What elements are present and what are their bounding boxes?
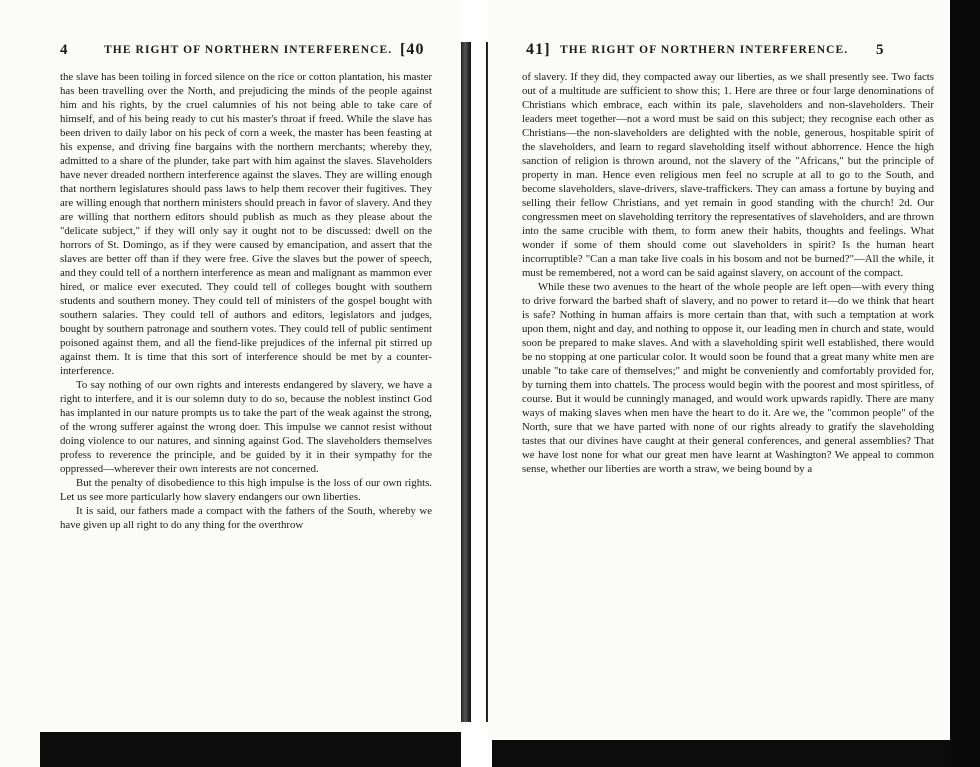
- right-page-text: [522, 70, 934, 476]
- paragraph: To say nothing of our own rights and interests endangered by slavery, we have a right to interfere, and it is our solemn duty to do so, because the noblest instinct God has implanted in our nature prompts us to take the part of the weak against the strong, of the wrong sufferer against the wrong doer. This impulse we cannot resist without doing violence to our natures, and sinning against God. The slaveholders themselves profess to reverence the principle, and be guided by it in their sympathy for the oppressed—wherever their own interests are not concerned.: [60, 379, 432, 475]
- left-page: [0, 0, 461, 767]
- left-running-title: THE RIGHT OF NORTHERN INTERFERENCE.: [104, 44, 393, 56]
- book-gutter-shadow-left: [461, 42, 471, 722]
- right-bracket-number: 41]: [526, 41, 551, 58]
- paragraph: the slave has been toiling in forced silence on the rice or cotton plantation, his master has been travelling over the North, and prejudicing the minds of the people against him and his rights, by the cruel calumnies of his not being able to take care of himself, and of his being ready to cut his master's throat if freed. While the slave has been driven to daily labor on his peck of corn a week, the master has been feasting at his expense, and driving fine bargains with the northern merchants; whereby they, admitted to a share of the plunder, take part with him against the slaves. Slaveholders have never dreaded northern interference against the slaves. They are willing enough that northern legislatures should pass laws to help them recover their fugitives. They are willing enough that northern ministers should preach in favor of slavery. And they are willing that northern editors should publish as much as they please about the "delicate subject," if they will only say it ought not to be discussed: dwell on the horrors of St. Domingo, as if they were caused by emancipation, and assert that the slaves are better off than if they were free. Give the slaves but the power of speech, and they could tell of a northern interference as mean and malignant as mammon ever hired, or malice ever executed. They could tell of colleges bought with southern students and southern money. They could tell of ministers of the gospel bought with southern salaries. They could tell of authors and editors, legislators and judges, bought by southern patronage and southern votes. They could tell of public sentiment poisoned against them, and all the fiend-like prejudices of the infernal pit stirred up against them. It is time that this sort of interference should be met by a counter-interference.: [60, 71, 432, 377]
- scan-border-bottom-right: [492, 740, 950, 767]
- left-running-header: [60, 41, 439, 62]
- paragraph: But the penalty of disobedience to this high impulse is the loss of our own rights. Let us see more particularly how slavery endangers our own liberties.: [60, 477, 432, 503]
- paragraph: It is said, our fathers made a compact with the fathers of the South, whereby we have given up all right to do any thing for the overthrow: [60, 505, 432, 531]
- right-page-number: 5: [876, 42, 885, 58]
- scan-border-bottom-left: [40, 732, 461, 767]
- right-running-title: THE RIGHT OF NORTHERN INTERFERENCE.: [560, 44, 849, 56]
- paragraph: of slavery. If they did, they compacted away our liberties, as we shall presently see. Two facts out of a multitude are sufficient to show this; 1. Here are three or four large denominations of Christians which embrace, each within its pale, slaveholders and non-slaveholders. Their leaders meet together—not a word must be said on this subject; they recognise each other as Christians—the non-slaveholders are delighted with the noble, generous, hospitable spirit of the slaveholders, and learn to regard slaveholding itself without abhorrence. Hence the high sanction of religion is thrown around, not the slavery of the "Africans," but the principle of property in man. Hence even religious men feel no scruple at all to go to the South, and become slaveholders, slave-drivers, slave-traffickers. They can amass a fortune by buying and selling their fellow Christians, and yet remain in good standing with the church! 2d. Our congressmen meet on slaveholding territory the representatives of slaveholders, and are thrown into the same crucible with them, to form anew their habits, thoughts and feelings. What wonder if some of them should come out slaveholders in spirit? Is the human heart incorruptible? "Can a man take live coals in his bosom and not be burned?"—All the while, it must be remembered, not a word can be said against slavery, on account of the compact.: [522, 71, 934, 279]
- left-page-text: [60, 70, 432, 532]
- right-page: [488, 0, 950, 767]
- left-bracket-number: [40: [400, 41, 425, 58]
- left-page-number: 4: [60, 42, 69, 58]
- paragraph: While these two avenues to the heart of the whole people are left open—with every thing to drive forward the barbed shaft of slavery, and no power to retard it—do we think that heart is safe? Nothing in human affairs is more certain than that, with such a temptation at work upon them, night and day, and nothing to oppose it, our leading men in church and state, would soon be prepared to make slaves. And with a slaveholding spirit well established, there would be no stopping at one particular color. It would soon be found that a great many white men are unable "to take care of themselves;" and might be conveniently and comfortably provided for, by turning them into chattels. The process would begin with the poorest and most spiritless, of course. But it would be cunningly managed, and would work upwards rapidly. There are many ways of making slaves when men have the heart to do it. Are we, the "common people" of the North, sure that we have parted with none of our rights already to gratify the slaveholding tastes that our divines have caught at their general conferences, and general assemblies? That we have lost none for what our great men have learnt at Washington? We appeal to common sense, whether our liberties are worth a straw, we being bound by a: [522, 281, 934, 475]
- scan-border-right: [950, 0, 980, 767]
- right-running-header: [526, 41, 928, 62]
